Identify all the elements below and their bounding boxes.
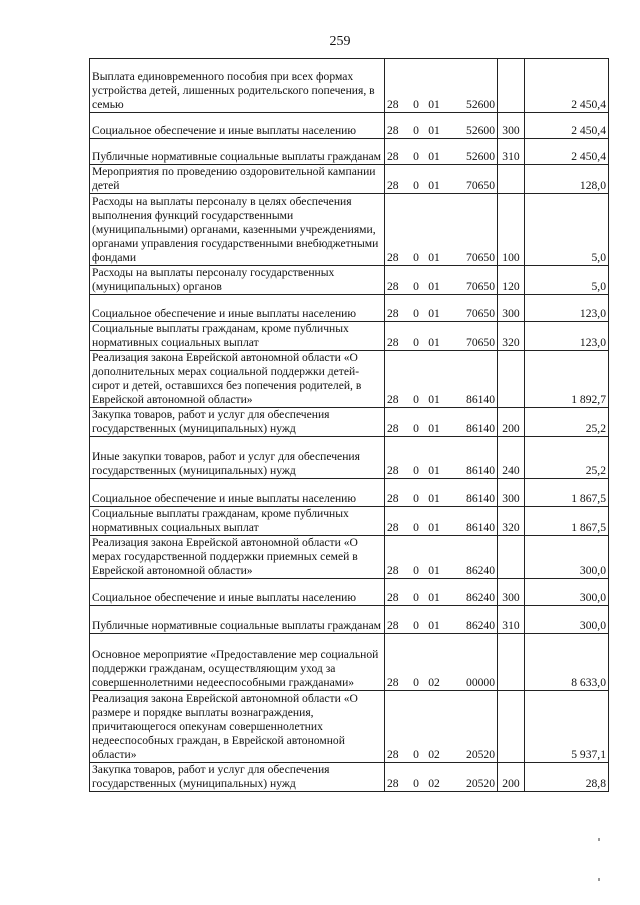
code-direction: 00000 bbox=[466, 676, 495, 689]
table-row bbox=[90, 194, 609, 266]
row-description: Социальное обеспечение и иные выплаты населению bbox=[90, 479, 385, 507]
code-subprogram: 0 bbox=[413, 464, 419, 477]
code-direction: 20520 bbox=[466, 777, 495, 790]
budget-table-body bbox=[90, 59, 609, 792]
code-activity: 01 bbox=[428, 150, 440, 163]
code-subprogram: 0 bbox=[413, 280, 419, 293]
code-program: 28 bbox=[387, 748, 399, 761]
row-amount: 5 937,1 bbox=[525, 691, 609, 763]
code-program: 28 bbox=[387, 777, 399, 790]
code-program: 28 bbox=[387, 336, 399, 349]
scan-speck bbox=[598, 878, 600, 881]
row-expense-type bbox=[498, 691, 525, 763]
code-direction: 86240 bbox=[466, 591, 495, 604]
code-subprogram: 0 bbox=[413, 124, 419, 137]
code-activity: 01 bbox=[428, 251, 440, 264]
table-row bbox=[90, 139, 609, 165]
row-amount: 2 450,4 bbox=[525, 139, 609, 165]
code-program: 28 bbox=[387, 393, 399, 406]
code-subprogram: 0 bbox=[413, 251, 419, 264]
page-number: 259 bbox=[329, 34, 351, 49]
code-activity: 01 bbox=[428, 124, 440, 137]
row-description: Публичные нормативные социальные выплаты гражданам bbox=[90, 139, 385, 165]
code-direction: 86240 bbox=[466, 564, 495, 577]
row-target-code bbox=[385, 763, 498, 792]
row-expense-type: 200 bbox=[498, 408, 525, 437]
code-subprogram: 0 bbox=[413, 777, 419, 790]
code-activity: 01 bbox=[428, 464, 440, 477]
row-target-code bbox=[385, 606, 498, 634]
row-description: Закупка товаров, работ и услуг для обеспечения государственных (муниципальных) нужд bbox=[90, 763, 385, 792]
code-subprogram: 0 bbox=[413, 521, 419, 534]
code-activity: 02 bbox=[428, 676, 440, 689]
code-activity: 01 bbox=[428, 307, 440, 320]
code-program: 28 bbox=[387, 591, 399, 604]
table-row bbox=[90, 351, 609, 408]
code-subprogram: 0 bbox=[413, 619, 419, 632]
code-subprogram: 0 bbox=[413, 150, 419, 163]
code-activity: 01 bbox=[428, 492, 440, 505]
table-row bbox=[90, 165, 609, 194]
code-activity: 01 bbox=[428, 564, 440, 577]
row-target-code bbox=[385, 479, 498, 507]
row-description: Социальные выплаты гражданам, кроме публичных нормативных социальных выплат bbox=[90, 507, 385, 536]
code-program: 28 bbox=[387, 619, 399, 632]
row-expense-type: 300 bbox=[498, 479, 525, 507]
code-program: 28 bbox=[387, 98, 399, 111]
code-activity: 01 bbox=[428, 591, 440, 604]
code-direction: 70650 bbox=[466, 179, 495, 192]
code-direction: 70650 bbox=[466, 307, 495, 320]
code-program: 28 bbox=[387, 280, 399, 293]
row-expense-type: 120 bbox=[498, 266, 525, 295]
code-direction: 70650 bbox=[466, 336, 495, 349]
row-description: Социальное обеспечение и иные выплаты населению bbox=[90, 113, 385, 139]
row-description: Мероприятия по проведению оздоровительной кампании детей bbox=[90, 165, 385, 194]
code-direction: 86140 bbox=[466, 464, 495, 477]
table-row bbox=[90, 295, 609, 322]
row-expense-type: 320 bbox=[498, 322, 525, 351]
code-program: 28 bbox=[387, 564, 399, 577]
code-program: 28 bbox=[387, 179, 399, 192]
code-direction: 86140 bbox=[466, 422, 495, 435]
row-description: Социальное обеспечение и иные выплаты населению bbox=[90, 295, 385, 322]
row-description: Основное мероприятие «Предоставление мер социальной поддержки гражданам, осуществляющим уход за совершеннолетними недееспособными гражданами» bbox=[90, 634, 385, 691]
row-description: Реализация закона Еврейской автономной области «О мерах государственной поддержки приемных семей в Еврейской автономной области» bbox=[90, 536, 385, 579]
row-target-code bbox=[385, 139, 498, 165]
row-amount: 2 450,4 bbox=[525, 113, 609, 139]
table-row bbox=[90, 408, 609, 437]
code-activity: 01 bbox=[428, 98, 440, 111]
code-program: 28 bbox=[387, 492, 399, 505]
table-row bbox=[90, 437, 609, 479]
table-row bbox=[90, 536, 609, 579]
code-direction: 86240 bbox=[466, 619, 495, 632]
row-amount: 123,0 bbox=[525, 322, 609, 351]
code-direction: 86140 bbox=[466, 393, 495, 406]
code-subprogram: 0 bbox=[413, 492, 419, 505]
code-program: 28 bbox=[387, 150, 399, 163]
row-expense-type: 310 bbox=[498, 139, 525, 165]
row-amount: 128,0 bbox=[525, 165, 609, 194]
row-target-code bbox=[385, 113, 498, 139]
row-expense-type bbox=[498, 351, 525, 408]
code-activity: 01 bbox=[428, 422, 440, 435]
row-description: Выплата единовременного пособия при всех формах устройства детей, лишенных родительского попечения, в семью bbox=[90, 59, 385, 113]
code-subprogram: 0 bbox=[413, 676, 419, 689]
row-target-code bbox=[385, 408, 498, 437]
code-program: 28 bbox=[387, 251, 399, 264]
code-direction: 52600 bbox=[466, 98, 495, 111]
row-amount: 25,2 bbox=[525, 437, 609, 479]
row-amount: 8 633,0 bbox=[525, 634, 609, 691]
row-expense-type: 300 bbox=[498, 295, 525, 322]
row-expense-type bbox=[498, 634, 525, 691]
row-description: Реализация закона Еврейской автономной области «О размере и порядке выплаты вознаграждения, причитающегося опекунам совершеннолетних недееспособных граждан, в Еврейской автономной области» bbox=[90, 691, 385, 763]
row-description: Закупка товаров, работ и услуг для обеспечения государственных (муниципальных) нужд bbox=[90, 408, 385, 437]
row-expense-type bbox=[498, 59, 525, 113]
code-activity: 02 bbox=[428, 777, 440, 790]
row-target-code bbox=[385, 194, 498, 266]
row-description: Социальные выплаты гражданам, кроме публичных нормативных социальных выплат bbox=[90, 322, 385, 351]
row-target-code bbox=[385, 536, 498, 579]
row-expense-type: 240 bbox=[498, 437, 525, 479]
code-subprogram: 0 bbox=[413, 179, 419, 192]
table-row bbox=[90, 606, 609, 634]
code-direction: 86140 bbox=[466, 492, 495, 505]
table-row bbox=[90, 59, 609, 113]
row-target-code bbox=[385, 437, 498, 479]
row-amount: 1 892,7 bbox=[525, 351, 609, 408]
budget-table bbox=[89, 58, 609, 792]
row-target-code bbox=[385, 691, 498, 763]
row-description: Расходы на выплаты персоналу в целях обеспечения выполнения функций государственными (муниципальными) органами, казенными учреждениями, органами управления государственными внебюджетными фондами bbox=[90, 194, 385, 266]
table-row bbox=[90, 266, 609, 295]
row-amount: 300,0 bbox=[525, 579, 609, 606]
row-expense-type: 200 bbox=[498, 763, 525, 792]
row-amount: 5,0 bbox=[525, 266, 609, 295]
row-target-code bbox=[385, 295, 498, 322]
row-target-code bbox=[385, 165, 498, 194]
code-direction: 70650 bbox=[466, 280, 495, 293]
code-program: 28 bbox=[387, 307, 399, 320]
code-program: 28 bbox=[387, 676, 399, 689]
code-subprogram: 0 bbox=[413, 748, 419, 761]
row-target-code bbox=[385, 634, 498, 691]
code-direction: 52600 bbox=[466, 124, 495, 137]
row-expense-type: 310 bbox=[498, 606, 525, 634]
row-expense-type bbox=[498, 536, 525, 579]
table-row bbox=[90, 322, 609, 351]
table-row bbox=[90, 763, 609, 792]
row-expense-type: 300 bbox=[498, 113, 525, 139]
row-amount: 1 867,5 bbox=[525, 479, 609, 507]
row-target-code bbox=[385, 351, 498, 408]
row-amount: 300,0 bbox=[525, 606, 609, 634]
row-amount: 1 867,5 bbox=[525, 507, 609, 536]
row-target-code bbox=[385, 266, 498, 295]
row-expense-type: 100 bbox=[498, 194, 525, 266]
row-target-code bbox=[385, 579, 498, 606]
table-row bbox=[90, 634, 609, 691]
row-amount: 5,0 bbox=[525, 194, 609, 266]
row-target-code bbox=[385, 322, 498, 351]
row-target-code bbox=[385, 59, 498, 113]
code-direction: 52600 bbox=[466, 150, 495, 163]
code-subprogram: 0 bbox=[413, 564, 419, 577]
code-program: 28 bbox=[387, 521, 399, 534]
row-description: Социальное обеспечение и иные выплаты населению bbox=[90, 579, 385, 606]
code-subprogram: 0 bbox=[413, 307, 419, 320]
row-target-code bbox=[385, 507, 498, 536]
row-description: Расходы на выплаты персоналу государственных (муниципальных) органов bbox=[90, 266, 385, 295]
code-activity: 02 bbox=[428, 748, 440, 761]
code-subprogram: 0 bbox=[413, 336, 419, 349]
code-program: 28 bbox=[387, 422, 399, 435]
scan-speck bbox=[598, 838, 600, 841]
table-row bbox=[90, 479, 609, 507]
code-activity: 01 bbox=[428, 393, 440, 406]
code-direction: 86140 bbox=[466, 521, 495, 534]
row-amount: 28,8 bbox=[525, 763, 609, 792]
code-activity: 01 bbox=[428, 521, 440, 534]
code-direction: 70650 bbox=[466, 251, 495, 264]
code-subprogram: 0 bbox=[413, 422, 419, 435]
code-activity: 01 bbox=[428, 619, 440, 632]
table-row bbox=[90, 691, 609, 763]
code-program: 28 bbox=[387, 464, 399, 477]
code-activity: 01 bbox=[428, 336, 440, 349]
row-amount: 300,0 bbox=[525, 536, 609, 579]
row-amount: 2 450,4 bbox=[525, 59, 609, 113]
code-activity: 01 bbox=[428, 280, 440, 293]
code-subprogram: 0 bbox=[413, 591, 419, 604]
row-description: Реализация закона Еврейской автономной области «О дополнительных мерах социальной поддержки детей-сирот и детей, оставшихся без попечения родителей, в Еврейской автономной области» bbox=[90, 351, 385, 408]
row-description: Публичные нормативные социальные выплаты гражданам bbox=[90, 606, 385, 634]
code-activity: 01 bbox=[428, 179, 440, 192]
row-amount: 25,2 bbox=[525, 408, 609, 437]
row-description: Иные закупки товаров, работ и услуг для обеспечения государственных (муниципальных) нужд bbox=[90, 437, 385, 479]
table-row bbox=[90, 579, 609, 606]
table-row bbox=[90, 507, 609, 536]
code-subprogram: 0 bbox=[413, 393, 419, 406]
code-direction: 20520 bbox=[466, 748, 495, 761]
table-row bbox=[90, 113, 609, 139]
code-subprogram: 0 bbox=[413, 98, 419, 111]
row-expense-type bbox=[498, 165, 525, 194]
code-program: 28 bbox=[387, 124, 399, 137]
row-expense-type: 320 bbox=[498, 507, 525, 536]
row-amount: 123,0 bbox=[525, 295, 609, 322]
row-expense-type: 300 bbox=[498, 579, 525, 606]
